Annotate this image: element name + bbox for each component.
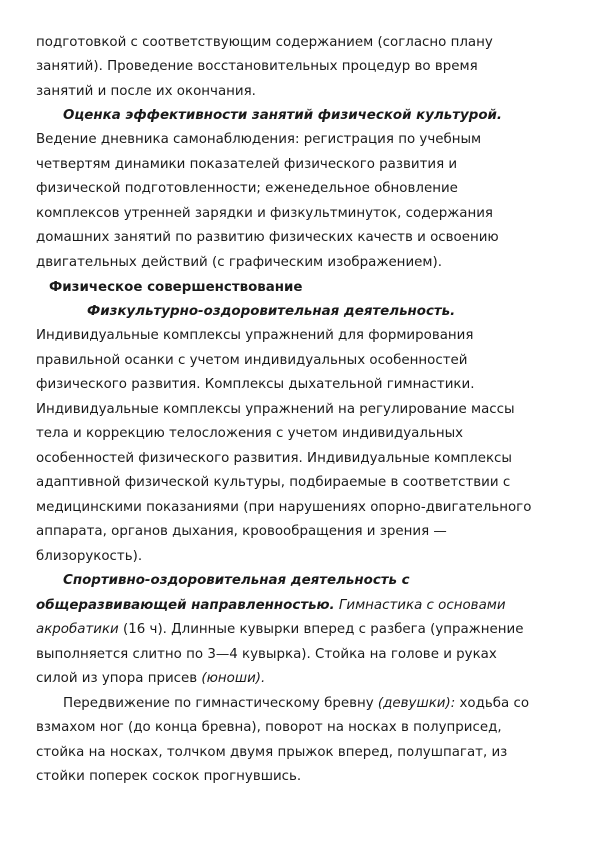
text-line: комплексов утренней зарядки и физкультминуток, содержания <box>36 206 493 221</box>
text-line <box>36 669 265 689</box>
text-line: особенностей физического развития. Индивидуальные комплексы <box>36 451 512 466</box>
italic-text: Гимнастика с основами <box>334 598 506 613</box>
italic-text: (девушки): <box>377 696 456 711</box>
text-line: тела и коррекцию телосложения с учетом индивидуальных <box>36 426 464 441</box>
subsection-heading-cont: общеразвивающей направленностью. <box>36 598 335 613</box>
text-line <box>36 596 506 616</box>
text-line: аппарата, органов дыхания, кровообращения и зрения — <box>36 524 447 539</box>
text-line: выполняется слитно по 3—4 кувырка). Стойка на голове и руках <box>36 647 497 662</box>
text-line: физической подготовленности; еженедельное обновление <box>36 181 458 196</box>
text-line <box>36 620 523 640</box>
text-line: физического развития. Комплексы дыхательной гимнастики. <box>36 377 475 392</box>
text-run: силой из упора присев <box>36 671 202 686</box>
text-line: адаптивной физической культуры, подбираемые в соответствии с <box>36 475 511 490</box>
text-run: Передвижение по гимнастическому бревну <box>63 696 378 711</box>
text-line: близорукость). <box>36 549 143 564</box>
text-line: двигательных действий (с графическим изображением). <box>36 255 442 270</box>
section-heading: Оценка эффективности занятий физической культурой. <box>63 108 502 123</box>
text-line: занятий и после их окончания. <box>36 84 256 99</box>
section-heading: Физическое совершенствование <box>49 280 303 295</box>
text-line: медицинскими показаниями (при нарушениях опорно-двигательного <box>36 500 532 515</box>
text-line: Индивидуальные комплексы упражнений для формирования <box>36 328 474 343</box>
text-line: домашних занятий по развитию физических качеств и освоению <box>36 230 499 245</box>
text-line: занятий). Проведение восстановительных процедур во время <box>36 59 478 74</box>
text-line: подготовкой с соответствующим содержанием (согласно плану <box>36 35 493 50</box>
text-line: четвертям динамики показателей физического развития и <box>36 157 458 172</box>
italic-text: акробатики <box>36 622 119 637</box>
text-run: (16 ч). Длинные кувырки вперед с разбега (упражнение <box>118 622 524 637</box>
text-line <box>63 694 529 714</box>
text-line: стойка на носках, толчком двумя прыжок вперед, полушпагат, из <box>36 745 508 760</box>
text-run: ходьба со <box>455 696 530 711</box>
subsection-heading: Спортивно-оздоровительная деятельность с <box>63 573 410 588</box>
text-line: правильной осанки с учетом индивидуальных особенностей <box>36 353 468 368</box>
subsection-heading: Физкультурно-оздоровительная деятельность. <box>87 304 456 319</box>
italic-text: (юноши). <box>201 671 266 686</box>
text-line: стойки поперек соскок прогнувшись. <box>36 769 302 784</box>
text-line: Ведение дневника самонаблюдения: регистрация по учебным <box>36 132 482 147</box>
text-line: Индивидуальные комплексы упражнений на регулирование массы <box>36 402 515 417</box>
text-line: взмахом ног (до конца бревна), поворот на носках в полуприсед, <box>36 720 502 735</box>
